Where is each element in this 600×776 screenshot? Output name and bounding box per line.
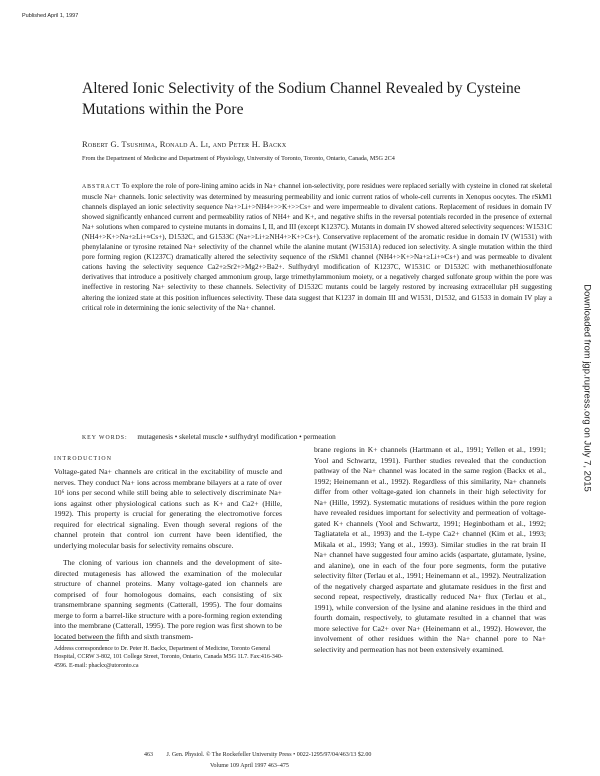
affiliation: From the Department of Medicine and Department of Physiology, University of Toronto, Toronto, Ontario, Canada, M5G 2C4 [82, 155, 395, 162]
abstract-text: To explore the role of pore-lining amino acids in Na+ channel ion-selectivity, pore residues were replaced serially with cysteine in cloned rat skeletal muscle Na+ channels. Ionic selectivity was determined by measuring permeability and ionic current ratios of whole-cell currents in Xenopus oocytes. The rSkM1 channels displayed an ionic selectivity sequence Na+>Li+>NH4+>>K+>>Cs+ and were impermeable to divalent cations. Replacement of residues in domain IV showed significantly enhanced current and permeability ratios of NH4+ and K+, and negative shifts in the reversal potentials recorded in the presence of external Na+ solutions when compared to cysteine mutants in domains I, II, and III (except K1237C). Mutants in domain IV showed altered selectivity sequences: W1531C (NH4+>K+>Na+≥Li+≈Cs+), D1532C, and G1533C (Na+>Li+≥NH4+>K+>Cs+). Conservative replacement of the aromatic residue in domain IV (W1531) with phenylalanine or tyrosine retained Na+ selectivity of the channel while the alanine mutant (W1531A) reduced ion selectivity. A single mutation within the third pore forming region (K1237C) dramatically altered the selectivity sequence of the rSkM1 channel (NH4+>K+>Na+≥Li+≈Cs+) and was permeable to divalent cations having the selectivity sequence Ca2+≥Sr2+>Mg2+>Ba2+. Sulfhydryl modification of K1237C, W1531C or D1532C with methanethiosulfonate derivatives that introduce a positively charged ammonium group, large trimethylammonium moiety, or a negatively charged sulfonate group within the pore was ineffective in restoring Na+ selectivity to these channels. Selectivity of D1532C mutants could be largely restored by increasing extracellular pH suggesting altering the ionized state at this position influences selectivity. These data suggest that K1237 in domain III and W1531, D1532, and G1533 in domain IV play a critical role in determining the ionic selectivity of the Na+ channel. [82, 182, 553, 312]
page-number: 463 [144, 752, 153, 758]
published-date: Published April 1, 1997 [22, 13, 79, 19]
body-column-left [54, 467, 282, 642]
section-heading-introduction: INTRODUCTION [54, 456, 113, 462]
footnote-divider [54, 640, 109, 641]
keywords [82, 433, 552, 441]
authors: Robert G. Tsushima, Ronald A. Li, and Peter H. Backx [82, 139, 287, 149]
volume-info: Volume 109 April 1997 463–475 [210, 763, 289, 769]
download-watermark: Downloaded from jgp.rupress.org on July 7, 2015 [581, 284, 593, 492]
article-title: Altered Ionic Selectivity of the Sodium Channel Revealed by Cysteine Mutations within the Pore [82, 80, 521, 118]
body-column-right [314, 445, 546, 655]
correspondence-footnote: Address correspondence to Dr. Peter H. Backx, Department of Medicine, Toronto General Hospital, CCRW 3-802, 101 College Street, Toronto, Ontario, Canada M5G 1L7. Fax:416-340-4596. E-mail: phackx@utoronto.ca [54, 646, 283, 669]
keywords-list: mutagenesis • skeletal muscle • sulfhydryl modification • permeation [137, 433, 336, 441]
paragraph: Voltage-gated Na+ channels are critical in the excitability of muscle and nerves. They conduct Na+ ions across membrane bilayers at a rate of over 10⁶ ions per second while still being able to selectively discriminate Na+ ions against other physiological cations such as K+ and Ca2+ (Hille, 1992). This property is crucial for generating the electromotive forces required for electrical signaling. Even though several regions of the channel protein that control ion current have been identified, the underlying molecular basis for selectivity remains obscure. [54, 467, 282, 550]
paragraph: The cloning of various ion channels and the development of site-directed mutagenesis has allowed the examination of the molecular structure of channel proteins. Many voltage-gated ion channels are comprised of four homologous domains, each consisting of six transmembrane spanning segments (Catterall, 1995). The four domains merge to form a barrel-like structure with a pore-forming region extending into the membrane (Catterall, 1995). The pore region was first shown to be located between the fifth and sixth transmem- [54, 558, 282, 641]
abstract-label: ABSTRACT [82, 184, 121, 190]
paragraph: brane regions in K+ channels (Hartmann et al., 1991; Yellen et al., 1991; Yool and Schwartz, 1991). Further studies revealed that the conduction pathway of the Na+ channel was located in the same region (Backx et al., 1992; Heinemann et al., 1992). Regardless of this similarity, Na+ channels differ from other voltage-gated ion channels in their high selectivity for Na+ (Hille, 1992). Systematic mutations of residues within the pore region have revealed residues important for selectivity and permeation of voltage-gated K+ channels (Yool and Schwartz, 1991; Heginbotham et al., 1992; Tagliatatela et al., 1993) and the L-type Ca2+ channel (Kim et al., 1993; Mikala et al., 1993; Yang et al., 1993). Similar studies in the rat brain II Na+ channel have suggested four amino acids (aspartate, glutamate, lysine, and alanine), one in each of the four pore segments, form the putative selectivity filter (Terlau et al., 1991; Heinemann et al., 1992). Neutralization of the negatively charged aspartate and glutamate residues in the first and second repeat, respectively, drastically reduced Na+ flux (Terlau et al., 1991), while conversion of the lysine and alanine residues in the third and fourth domain, respectively, to glutamate resulted in a channel that was more selective for Ca2+ over Na+ (Heinemann et al., 1992). However, the involvement of other residues within the Na+ channel pore to Na+ selectivity and permeation has not been extensively examined. [314, 445, 546, 654]
page-footer [144, 752, 564, 758]
keywords-label: KEY WORDS: [82, 435, 128, 441]
abstract [82, 181, 552, 313]
journal-info: J. Gen. Physiol. © The Rockefeller University Press • 0022-1295/97/04/463/13 $2.00 [166, 752, 372, 758]
